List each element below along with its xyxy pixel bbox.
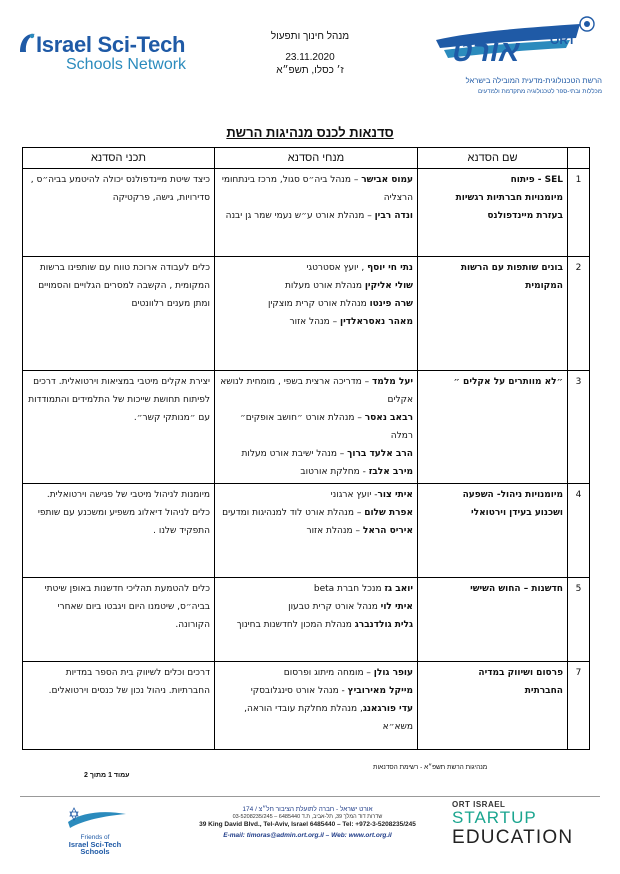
facilitator-name: עופר גולן [373, 668, 413, 678]
table-row [23, 257, 590, 371]
logo-subtitle: Schools Network [66, 56, 187, 73]
facilitator-role: מנהלת אורט מעלות [285, 281, 365, 291]
facilitator-entry [219, 259, 413, 277]
facilitator-name: איתי לוי [380, 602, 413, 612]
facilitator-entry [219, 664, 413, 682]
facilitator-role: מנהל אורט קרית טבעון [288, 602, 381, 612]
session-name-line: מיומנויות חברתיות רגשיות [455, 193, 563, 203]
session-facilitators [215, 662, 418, 750]
facilitator-entry [219, 616, 413, 634]
friends-line1: Friends of [80, 834, 110, 841]
facilitator-role: - יועץ ארגוני [330, 490, 378, 500]
facilitator-name: שרה פינטו [369, 299, 413, 309]
facilitator-role: – מדריכה ארצית בשפי , מומחית לנושא אקלים [220, 377, 413, 405]
session-content: כיצד שיטת מיינדפולנס יכולה להיטמע בביה״ס , סדירויות, גישה, פרקטיקה [23, 169, 215, 257]
svg-text:ORT: ORT [550, 33, 576, 47]
address-english: 39 King David Blvd., Tel-Aviv, Israel 6485440 – Tel: +972-3-5208235/245 [199, 821, 416, 828]
session-name-line: SEL - פיתוח [510, 175, 563, 185]
session-name-line: בעזרת מיינדפולנס [487, 211, 563, 221]
facilitator-entry [219, 207, 413, 225]
facilitator-role: – מנהלת אורט ״חושב אופקים״ רמלה [239, 413, 413, 441]
israel-scitech-logo [18, 28, 203, 76]
table-header-row [23, 148, 590, 169]
session-facilitators [215, 257, 418, 371]
facilitator-entry [219, 504, 413, 522]
svg-text:אורט: אורט [452, 35, 520, 68]
table-row [23, 169, 590, 257]
session-name-line: ״לא מוותרים על אקלים ״ [453, 377, 563, 387]
facilitator-role: – מנהלת אזור [306, 526, 363, 536]
facilitator-role: – מנהלת אורט לוד למנהיגות ומדעים [222, 508, 365, 518]
table-row [23, 371, 590, 484]
facilitator-entry [219, 409, 413, 445]
facilitator-entry [219, 295, 413, 313]
session-content: דרכים וכלים לשיווק בית הספר במדיות החברתיות. ניהול נכון של כנסים וירטואלים. [23, 662, 215, 750]
session-facilitators [215, 484, 418, 578]
facilitator-entry [219, 313, 413, 331]
session-name [418, 662, 568, 750]
friends-star-icon [60, 806, 130, 834]
logo-title: Israel Sci-Tech [36, 32, 186, 57]
session-content: מיומנות לניהול מיטבי של פגישה וירטואלית. כלים לניהול דיאלוג משפיע ומשכנע עם שותפי התפקיד שלנו . [23, 484, 215, 578]
facilitator-name: איריס הראל [362, 526, 413, 536]
facilitator-entry [219, 445, 413, 463]
facilitator-name: שולי אליקין [364, 281, 413, 291]
facilitator-name: מירב אלבז [368, 467, 413, 477]
startup-word: STARTUP [452, 808, 537, 827]
header-name: שם הסדנא [418, 148, 568, 169]
facilitator-name: נתי חי יוסף [367, 263, 413, 273]
startup-ort-label: ORT ISRAEL [452, 800, 506, 809]
session-number: 3 [568, 371, 590, 484]
facilitator-entry [219, 682, 413, 700]
session-number: 5 [568, 578, 590, 662]
facilitator-role: , יועץ אסטרטגי [306, 263, 368, 273]
facilitator-name: ונדה רבין [374, 211, 413, 221]
ort-tagline: הרשת הטכנולוגית-מדעית המובילה בישראל [465, 76, 602, 85]
session-name [418, 257, 568, 371]
date-hebrew: ז׳ כסלו, תשפ״א [276, 65, 344, 76]
ort-logo [430, 14, 602, 100]
session-content: כלים לעבודה ארוכת טווח עם שותפינו ברשות המקומית , הקשבה למסרים הגלויים והסמויים ומתן מענים רלוונטים [23, 257, 215, 371]
session-name-line: בונים שותפות עם הרשות [460, 263, 563, 273]
ort-emblem-icon [430, 14, 602, 74]
ort-subtagline: מכללות ובתי-ספר לטכנולוגיה מתקדמת ולמדעים [478, 88, 602, 95]
facilitator-role: , מנהלת מחלקת עובדי הוראה, משא״א [244, 704, 413, 732]
facilitator-name: מייקל מאירוביץ [347, 686, 413, 696]
session-name-line: מיומנויות ניהול- השפעה [462, 490, 563, 500]
session-name-line: המקומית [525, 281, 563, 291]
facilitator-entry [219, 580, 413, 598]
facilitator-role: – מומחה מיתוג ופרסום [283, 668, 374, 678]
address-hebrew: אורט ישראל - חברה לתועלת הציבור חל״צ / 174 [242, 806, 373, 813]
session-content: יצירת אקלים מיטבי במציאות וירטואלית. דרכים לפיתוח תחושת שייכות של התלמידים והתמודדות עם ״מנותקי קשר״. [23, 371, 215, 484]
facilitator-entry [219, 277, 413, 295]
facilitator-name: עדי פורגאנג [362, 704, 413, 714]
date-greg: 23.11.2020 [285, 52, 335, 63]
session-name [418, 371, 568, 484]
session-name-line: ושכנוע בעידן וירטואלי [471, 508, 563, 518]
footer-address [170, 806, 445, 839]
session-name [418, 484, 568, 578]
facilitator-name: רבאב נאסר [364, 413, 413, 423]
facilitator-name: יואב גז [384, 584, 413, 594]
department: מנהל חינוך ותפעול [270, 31, 350, 42]
session-number: 4 [568, 484, 590, 578]
footer-divider [20, 796, 600, 797]
facilitator-role: – מנהל ביה״ס סגול, מרכז בינתחומי הרצליה [221, 175, 413, 203]
session-facilitators [215, 169, 418, 257]
facilitator-entry [219, 700, 413, 736]
facilitator-entry [219, 522, 413, 540]
facilitator-role: מנכל חברת beta [313, 584, 385, 594]
education-word: EDUCATION [452, 827, 574, 848]
facilitator-role: - מחלקת אורטוב [300, 467, 369, 477]
address-hebrew-street: שדרות דוד המלך 39, תל-אביב, ת.ד 6485440 – 03-5208235/245 [232, 814, 383, 820]
header-num [568, 148, 590, 169]
session-content: כלים להטמעת תהליכי חדשנות באופן שיטתי בביה״ס, שיטמנו היום ויגבטו ביום שאחרי הקורונה. [23, 578, 215, 662]
friends-line2: Israel Sci-Tech [68, 840, 122, 849]
facilitator-entry [219, 598, 413, 616]
facilitator-role: – מנהל אזור [289, 317, 340, 327]
session-name-line: חדשנות – החוש השישי [470, 584, 563, 594]
table-row [23, 484, 590, 578]
startup-education-logo [452, 800, 602, 860]
contact-web[interactable]: E-mail: timoras@admin.ort.org.il – Web: www.ort.org.il [223, 832, 392, 839]
facilitator-name: עמוס אבישר [361, 175, 413, 185]
session-name-line: החברתית [524, 686, 563, 696]
facilitator-entry [219, 373, 413, 409]
friends-logo [60, 806, 130, 862]
header-facilitators: מנחי הסדנא [215, 148, 418, 169]
session-number: 7 [568, 662, 590, 750]
facilitator-name: מאהר נאסראלדין [340, 317, 413, 327]
facilitator-name: אפרת שלום [364, 508, 413, 518]
facilitator-role: - מנהל אורט סינגלובסקי [250, 686, 348, 696]
facilitator-entry [219, 171, 413, 207]
session-name-line: פרסום ושיווק במדיה [478, 668, 563, 678]
session-name [418, 578, 568, 662]
facilitator-name: יעל מלמד [372, 377, 413, 387]
session-number: 1 [568, 169, 590, 257]
friends-line3: Schools [80, 847, 110, 856]
workshops-table [22, 147, 590, 750]
table-row [23, 662, 590, 750]
facilitator-name: גלית גולדנברג [354, 620, 413, 630]
session-name [418, 169, 568, 257]
facilitator-role: – מנהלת אורט ע״ש נעמי שמר גן יבנה [225, 211, 375, 221]
facilitator-name: הרב אלעד ברוך [347, 449, 413, 459]
page-title: סדנאות לכנס מנהיגות הרשת [226, 125, 394, 140]
facilitator-role: מנהלת אורט קרית מוצקין [267, 299, 370, 309]
facilitator-name: איתי צור [377, 490, 413, 500]
header-center [230, 30, 390, 77]
page-number: עמוד 1 מתוך 2 [84, 772, 130, 779]
session-facilitators [215, 578, 418, 662]
scitech-swoosh-icon [18, 32, 36, 54]
facilitator-entry [219, 486, 413, 504]
session-facilitators [215, 371, 418, 484]
facilitator-entry [219, 463, 413, 481]
facilitator-role: מנהלת המכון לחדשנות בחינוך [236, 620, 355, 630]
session-number: 2 [568, 257, 590, 371]
table-row [23, 578, 590, 662]
footer-note: מנהיגות הרשת תשפ״א - רשימת הסדנאות [373, 764, 488, 771]
header-content: תכני הסדנא [23, 148, 215, 169]
facilitator-role: – מנהל ישיבת אורט מעלות [241, 449, 348, 459]
